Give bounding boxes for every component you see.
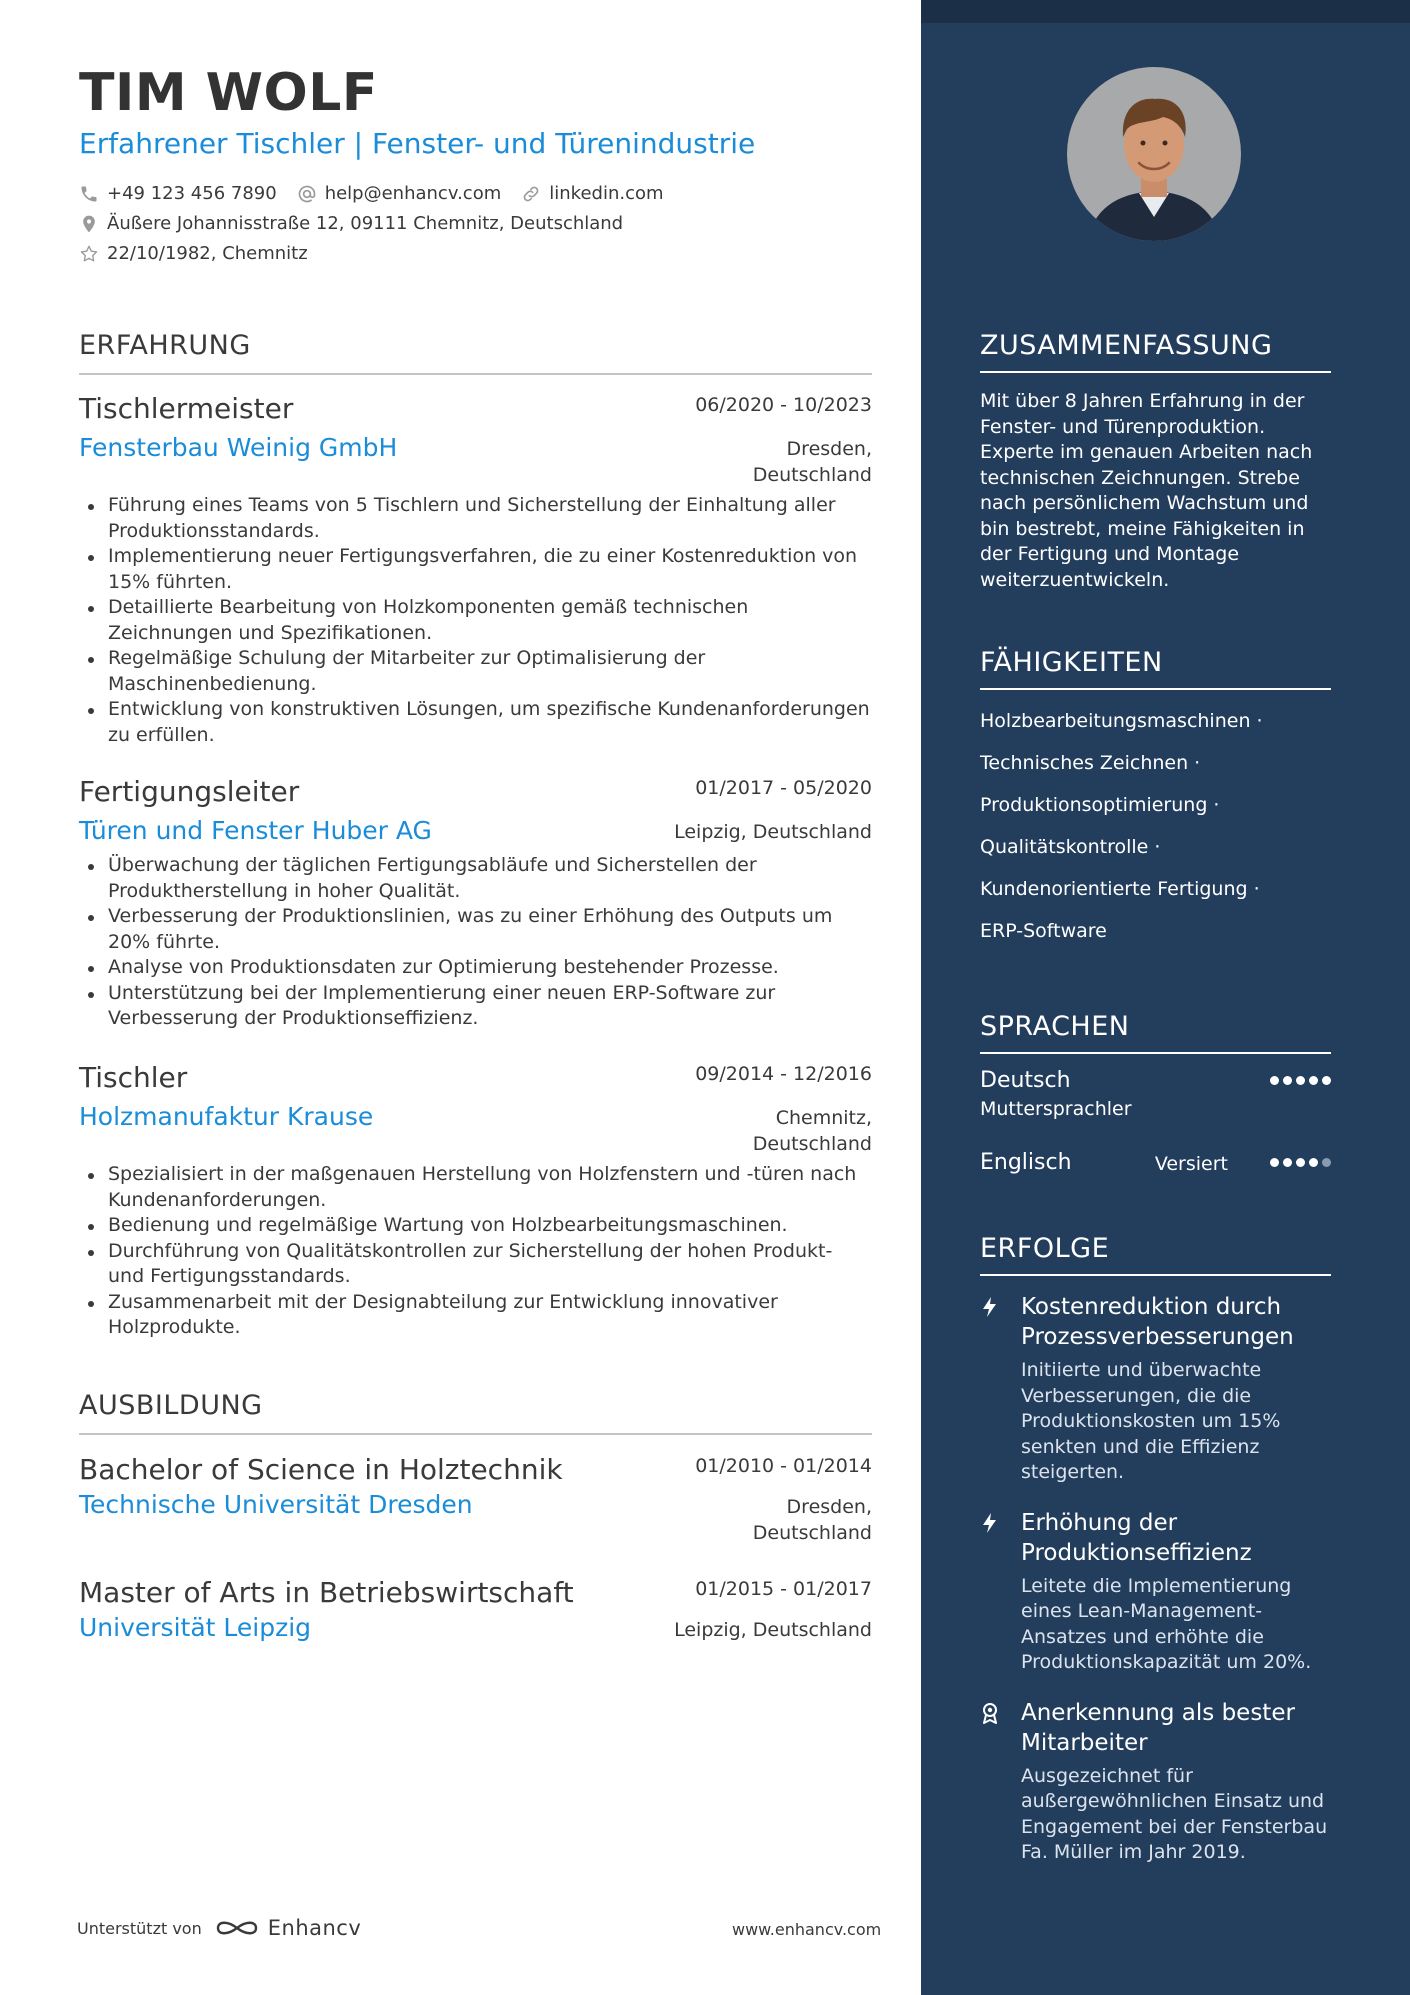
language-name: Englisch <box>980 1150 1072 1175</box>
job-dates: 01/2017 - 05/2020 <box>695 777 872 799</box>
rating-dot-empty <box>1322 1158 1331 1167</box>
company-name: Türen und Fenster Huber AG <box>79 816 432 845</box>
bullet-item: Verbesserung der Produktionslinien, was zu einer Erhöhung des Outputs um 20% führte. <box>79 904 872 955</box>
rating-dot-filled <box>1296 1076 1305 1085</box>
bullet-item: Spezialisiert in der maßgenauen Herstellung von Holzfenstern und -türen nach Kundenanforderungen. <box>79 1162 872 1213</box>
summary-text: Mit über 8 Jahren Erfahrung in der Fenster- und Türenproduktion. Experte im genauen Arbeiten nach technischen Zeichnungen. Strebe nach persönlichem Wachstum und bin bestrebt, meine Fähigkeiten in der Fertigung und Montage weiterzuentwickeln. <box>980 390 1313 591</box>
job-entry <box>79 392 872 748</box>
job-bullets <box>79 493 872 748</box>
bullet-item: Führung eines Teams von 5 Tischlern und Sicherstellung der Einhaltung aller Produktionsstandards. <box>79 493 872 544</box>
education-entry <box>79 1576 872 1642</box>
job-location-line: Dresden, <box>786 438 872 460</box>
bullet-item: Durchführung von Qualitätskontrollen zur Sicherstellung der hohen Produkt- und Fertigungsstandards. <box>79 1239 872 1290</box>
candidate-headline: Erfahrener Tischler | Fenster- und Türenindustrie <box>79 127 756 160</box>
school-name: Technische Universität Dresden <box>79 1490 473 1519</box>
skill-item: Produktionsoptimierung · <box>980 794 1220 816</box>
school-name: Universität Leipzig <box>79 1613 312 1642</box>
company-name: Fensterbau Weinig GmbH <box>79 433 398 462</box>
job-location-line: Deutschland <box>752 463 872 486</box>
job-title: Fertigungsleiter <box>79 775 300 808</box>
achievement-desc: Initiierte und überwachte Verbesserungen, die die Produktionskosten um 15% senkten und die Effizienz steigerten. <box>1021 1359 1281 1483</box>
achievement-title: Anerkennung als bester Mitarbeiter <box>1021 1699 1295 1756</box>
job-location-line: Deutschland <box>752 1132 872 1155</box>
phone-icon <box>79 184 99 204</box>
rating-dot-filled <box>1283 1076 1292 1085</box>
education-location-line: Deutschland <box>752 1521 872 1544</box>
language-level: Versiert <box>1154 1153 1228 1175</box>
skill-item: Qualitätskontrolle · <box>980 836 1161 858</box>
achievements-section <box>980 1233 1331 1888</box>
summary-title: ZUSAMMENFASSUNG <box>980 330 1331 373</box>
rating-dot-filled <box>1270 1076 1279 1085</box>
bullet-item: Detaillierte Bearbeitung von Holzkomponenten gemäß technischen Zeichnungen und Spezifikationen. <box>79 595 872 646</box>
skills-title: FÄHIGKEITEN <box>980 647 1331 690</box>
achievement-desc: Ausgezeichnet für außergewöhnlichen Einsatz und Engagement bei der Fensterbau Fa. Müller im Jahr 2019. <box>1021 1764 1328 1863</box>
languages-section <box>980 1011 1331 1210</box>
contact-row-2 <box>79 213 623 234</box>
sidebar <box>921 0 1410 1995</box>
rating-dot-filled <box>1309 1158 1318 1167</box>
job-location-line: Leipzig, Deutschland <box>674 821 872 843</box>
company-name: Holzmanufaktur Krause <box>79 1102 374 1131</box>
skill-item: Holzbearbeitungsmaschinen · <box>980 710 1263 732</box>
achievement-title: Erhöhung der Produktionseffizienz <box>1021 1509 1252 1566</box>
rating-dot-filled <box>1283 1158 1292 1167</box>
bullet-item: Entwicklung von konstruktiven Lösungen, um spezifische Kundenanforderungen zu erfüllen. <box>79 697 872 748</box>
at-icon <box>297 184 317 204</box>
achievement-item <box>980 1698 1331 1866</box>
education-location <box>753 1495 872 1546</box>
skill-item: Kundenorientierte Fertigung · <box>980 878 1260 900</box>
bolt-icon <box>980 1512 1000 1534</box>
language-level: Muttersprachler <box>980 1098 1132 1120</box>
phone-text: +49 123 456 7890 <box>107 183 277 204</box>
job-title: Tischler <box>79 1061 188 1094</box>
rating-dot-filled <box>1270 1158 1279 1167</box>
star-icon <box>79 244 99 264</box>
language-rating <box>1270 1076 1331 1085</box>
achievement-title: Kostenreduktion durch Prozessverbesserungen <box>1021 1294 1294 1350</box>
address-text: Äußere Johannisstraße 12, 09111 Chemnitz, Deutschland <box>107 213 624 234</box>
education-location <box>674 1618 872 1644</box>
footer-website-link[interactable]: www.enhancv.com <box>732 1920 882 1939</box>
linkedin-link[interactable]: linkedin.com <box>549 183 664 204</box>
rating-dot-filled <box>1309 1076 1318 1085</box>
job-title: Tischlermeister <box>79 392 294 425</box>
skill-item: ERP-Software <box>980 920 1107 942</box>
contact-row-1 <box>79 183 664 204</box>
degree-title: Master of Arts in Betriebswirtschaft <box>79 1576 574 1609</box>
education-location-line: Dresden, <box>786 1496 872 1518</box>
skills-list <box>980 700 1331 952</box>
job-entry <box>79 1061 872 1341</box>
bullet-item: Unterstützung bei der Implementierung einer neuen ERP-Software zur Verbesserung der Produktionseffizienz. <box>79 981 872 1032</box>
job-location <box>753 1106 872 1157</box>
language-item <box>980 1150 1331 1210</box>
education-entry <box>79 1453 872 1544</box>
job-dates: 06/2020 - 10/2023 <box>695 394 872 416</box>
bolt-icon <box>980 1296 1000 1318</box>
job-dates: 09/2014 - 12/2016 <box>695 1063 872 1085</box>
job-bullets <box>79 1162 872 1341</box>
education-dates: 01/2010 - 01/2014 <box>695 1455 872 1477</box>
degree-title: Bachelor of Science in Holztechnik <box>79 1453 563 1486</box>
profile-photo <box>1067 67 1241 241</box>
languages-list <box>980 1068 1331 1210</box>
email-link[interactable]: help@enhancv.com <box>324 183 502 204</box>
achievements-list <box>980 1292 1331 1866</box>
education-section-title: AUSBILDUNG <box>79 1390 872 1435</box>
job-location <box>674 820 872 846</box>
skill-item: Technisches Zeichnen · <box>980 752 1201 774</box>
candidate-name: TIM WOLF <box>79 63 378 123</box>
bullet-item: Regelmäßige Schulung der Mitarbeiter zur Optimalisierung der Maschinenbedienung. <box>79 646 872 697</box>
bullet-item: Zusammenarbeit mit der Designabteilung zur Entwicklung innovativer Holzprodukte. <box>79 1290 872 1341</box>
powered-by-text: Unterstützt von <box>77 1918 202 1938</box>
education-dates: 01/2015 - 01/2017 <box>695 1578 872 1600</box>
achievement-desc: Leitete die Implementierung eines Lean-Management-Ansatzes und erhöhte die Produktionskapazität um 20%. <box>1021 1574 1312 1673</box>
birth-text: 22/10/1982, Chemnitz <box>107 243 308 264</box>
contact-row-3 <box>79 243 308 264</box>
achievements-title: ERFOLGE <box>980 1233 1331 1276</box>
rating-dot-filled <box>1296 1158 1305 1167</box>
experience-section-title: ERFAHRUNG <box>79 330 872 375</box>
enhancv-logo-icon <box>214 1916 260 1940</box>
language-name: Deutsch <box>980 1068 1071 1093</box>
language-rating <box>1270 1158 1331 1167</box>
achievement-item <box>980 1508 1331 1676</box>
bullet-item: Bedienung und regelmäßige Wartung von Holzbearbeitungsmaschinen. <box>79 1213 872 1239</box>
job-entry <box>79 775 872 1032</box>
skills-section <box>980 647 1331 952</box>
location-pin-icon <box>79 214 99 234</box>
job-location <box>753 437 872 488</box>
bullet-item: Überwachung der täglichen Fertigungsabläufe und Sicherstellen der Produktherstellung in hoher Qualität. <box>79 853 872 904</box>
languages-title: SPRACHEN <box>980 1011 1331 1054</box>
achievement-item <box>980 1292 1331 1486</box>
footer-powered-by <box>77 1916 361 1940</box>
job-bullets <box>79 853 872 1032</box>
link-icon <box>521 184 541 204</box>
bullet-item: Implementierung neuer Fertigungsverfahren, die zu einer Kostenreduktion von 15% führten. <box>79 544 872 595</box>
award-icon <box>980 1702 1000 1724</box>
enhancv-brand[interactable]: Enhancv <box>267 1916 362 1940</box>
rating-dot-filled <box>1322 1076 1331 1085</box>
summary-section <box>980 330 1331 593</box>
education-location-line: Leipzig, Deutschland <box>674 1619 872 1641</box>
job-location-line: Chemnitz, <box>775 1107 872 1129</box>
language-item <box>980 1068 1331 1150</box>
bullet-item: Analyse von Produktionsdaten zur Optimierung bestehender Prozesse. <box>79 955 872 981</box>
sidebar-top-band <box>921 0 1410 23</box>
